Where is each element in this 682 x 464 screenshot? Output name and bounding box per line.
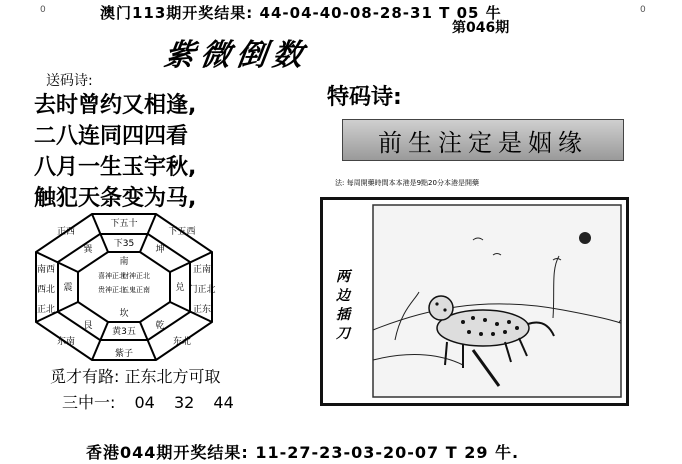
poem-line: 八月一生玉宇秋, [34,155,197,180]
sun-icon [579,232,591,244]
bagua-outer-label: 东南 [56,337,76,347]
bagua-center-text: 南 [119,257,129,267]
bagua-trigram: 巽 [83,245,93,255]
three-one-number: 04 [134,393,155,412]
bagua-center-text: 喜神正北 [98,272,126,280]
bagua-trigram: 黄3五 [112,327,136,337]
bagua-center-text: 贵神正北 [98,286,126,294]
bagua-outer-label: 紫子 [114,349,134,359]
bagua-diagram [32,212,216,362]
corner-mark-right: 0 [640,5,646,15]
bagua-trigram: 艮 [83,321,93,331]
picture-note: 法: 每周開藥時間本本港是9點20分本港是開藥 [335,179,479,187]
three-one-number: 32 [173,393,195,412]
bagua-outer-label: 西北 [36,285,56,295]
bagua-outer-label: 正西 [56,227,76,237]
leopard-illustration [323,200,626,403]
bagua-trigram: 兑 [175,283,185,293]
poem-label: 送码诗: [46,73,93,89]
three-one-number: 44 [213,393,234,412]
bagua-center-text: 五鬼正南 [122,286,150,294]
poem-line: 二八连同四四看 [34,124,189,149]
special-poem-text: 前生注定是姻缘 [378,128,588,157]
page-title: 紫微倒数 [162,38,311,73]
macau-result-header: 澳门113期开奖结果: 44-04-40-08-28-31 T 05 牛 [100,4,502,22]
poem-line: 触犯天条变为马, [34,186,197,211]
bagua-outer-label: 南西 [36,265,56,275]
poem-line: 去时曾约又相逢, [34,93,197,118]
bagua-trigram: 坤 [155,245,165,255]
special-poem-label: 特码诗: [327,85,402,110]
bagua-trigram: 乾 [155,321,165,331]
bagua-trigram: 下35 [113,239,135,249]
bagua-trigram: 震 [63,283,73,293]
bagua-outer-label: 东北 [172,337,192,347]
issue-number: 第046期 [452,20,510,36]
bagua-center-text: 财神正北 [122,272,150,280]
bagua-outer-label: 下五十 [110,219,138,229]
bagua-outer-label: 正东 [192,305,212,315]
poem-block [34,90,196,214]
bagua-outer-label: 正南 [192,265,212,275]
special-poem-box [342,119,624,161]
corner-mark-left: 0 [40,5,46,15]
illustration-frame [320,197,629,406]
find-path-text: 觅才有路: 正东北方可取 [50,367,221,386]
bagua-outer-label: 下五西 [168,227,196,237]
picture-caption: 两边插刀 [336,269,350,342]
bagua-center-text: 坎 [119,309,129,319]
hongkong-result-footer: 香港044期开奖结果: 11-27-23-03-20-07 T 29 牛. [86,443,520,462]
bagua-outer-label: 正北 [36,305,56,315]
bagua-outer-label: 门正北 [188,285,216,295]
three-one-label: 三中一: [62,393,116,412]
three-one-row [62,390,234,413]
